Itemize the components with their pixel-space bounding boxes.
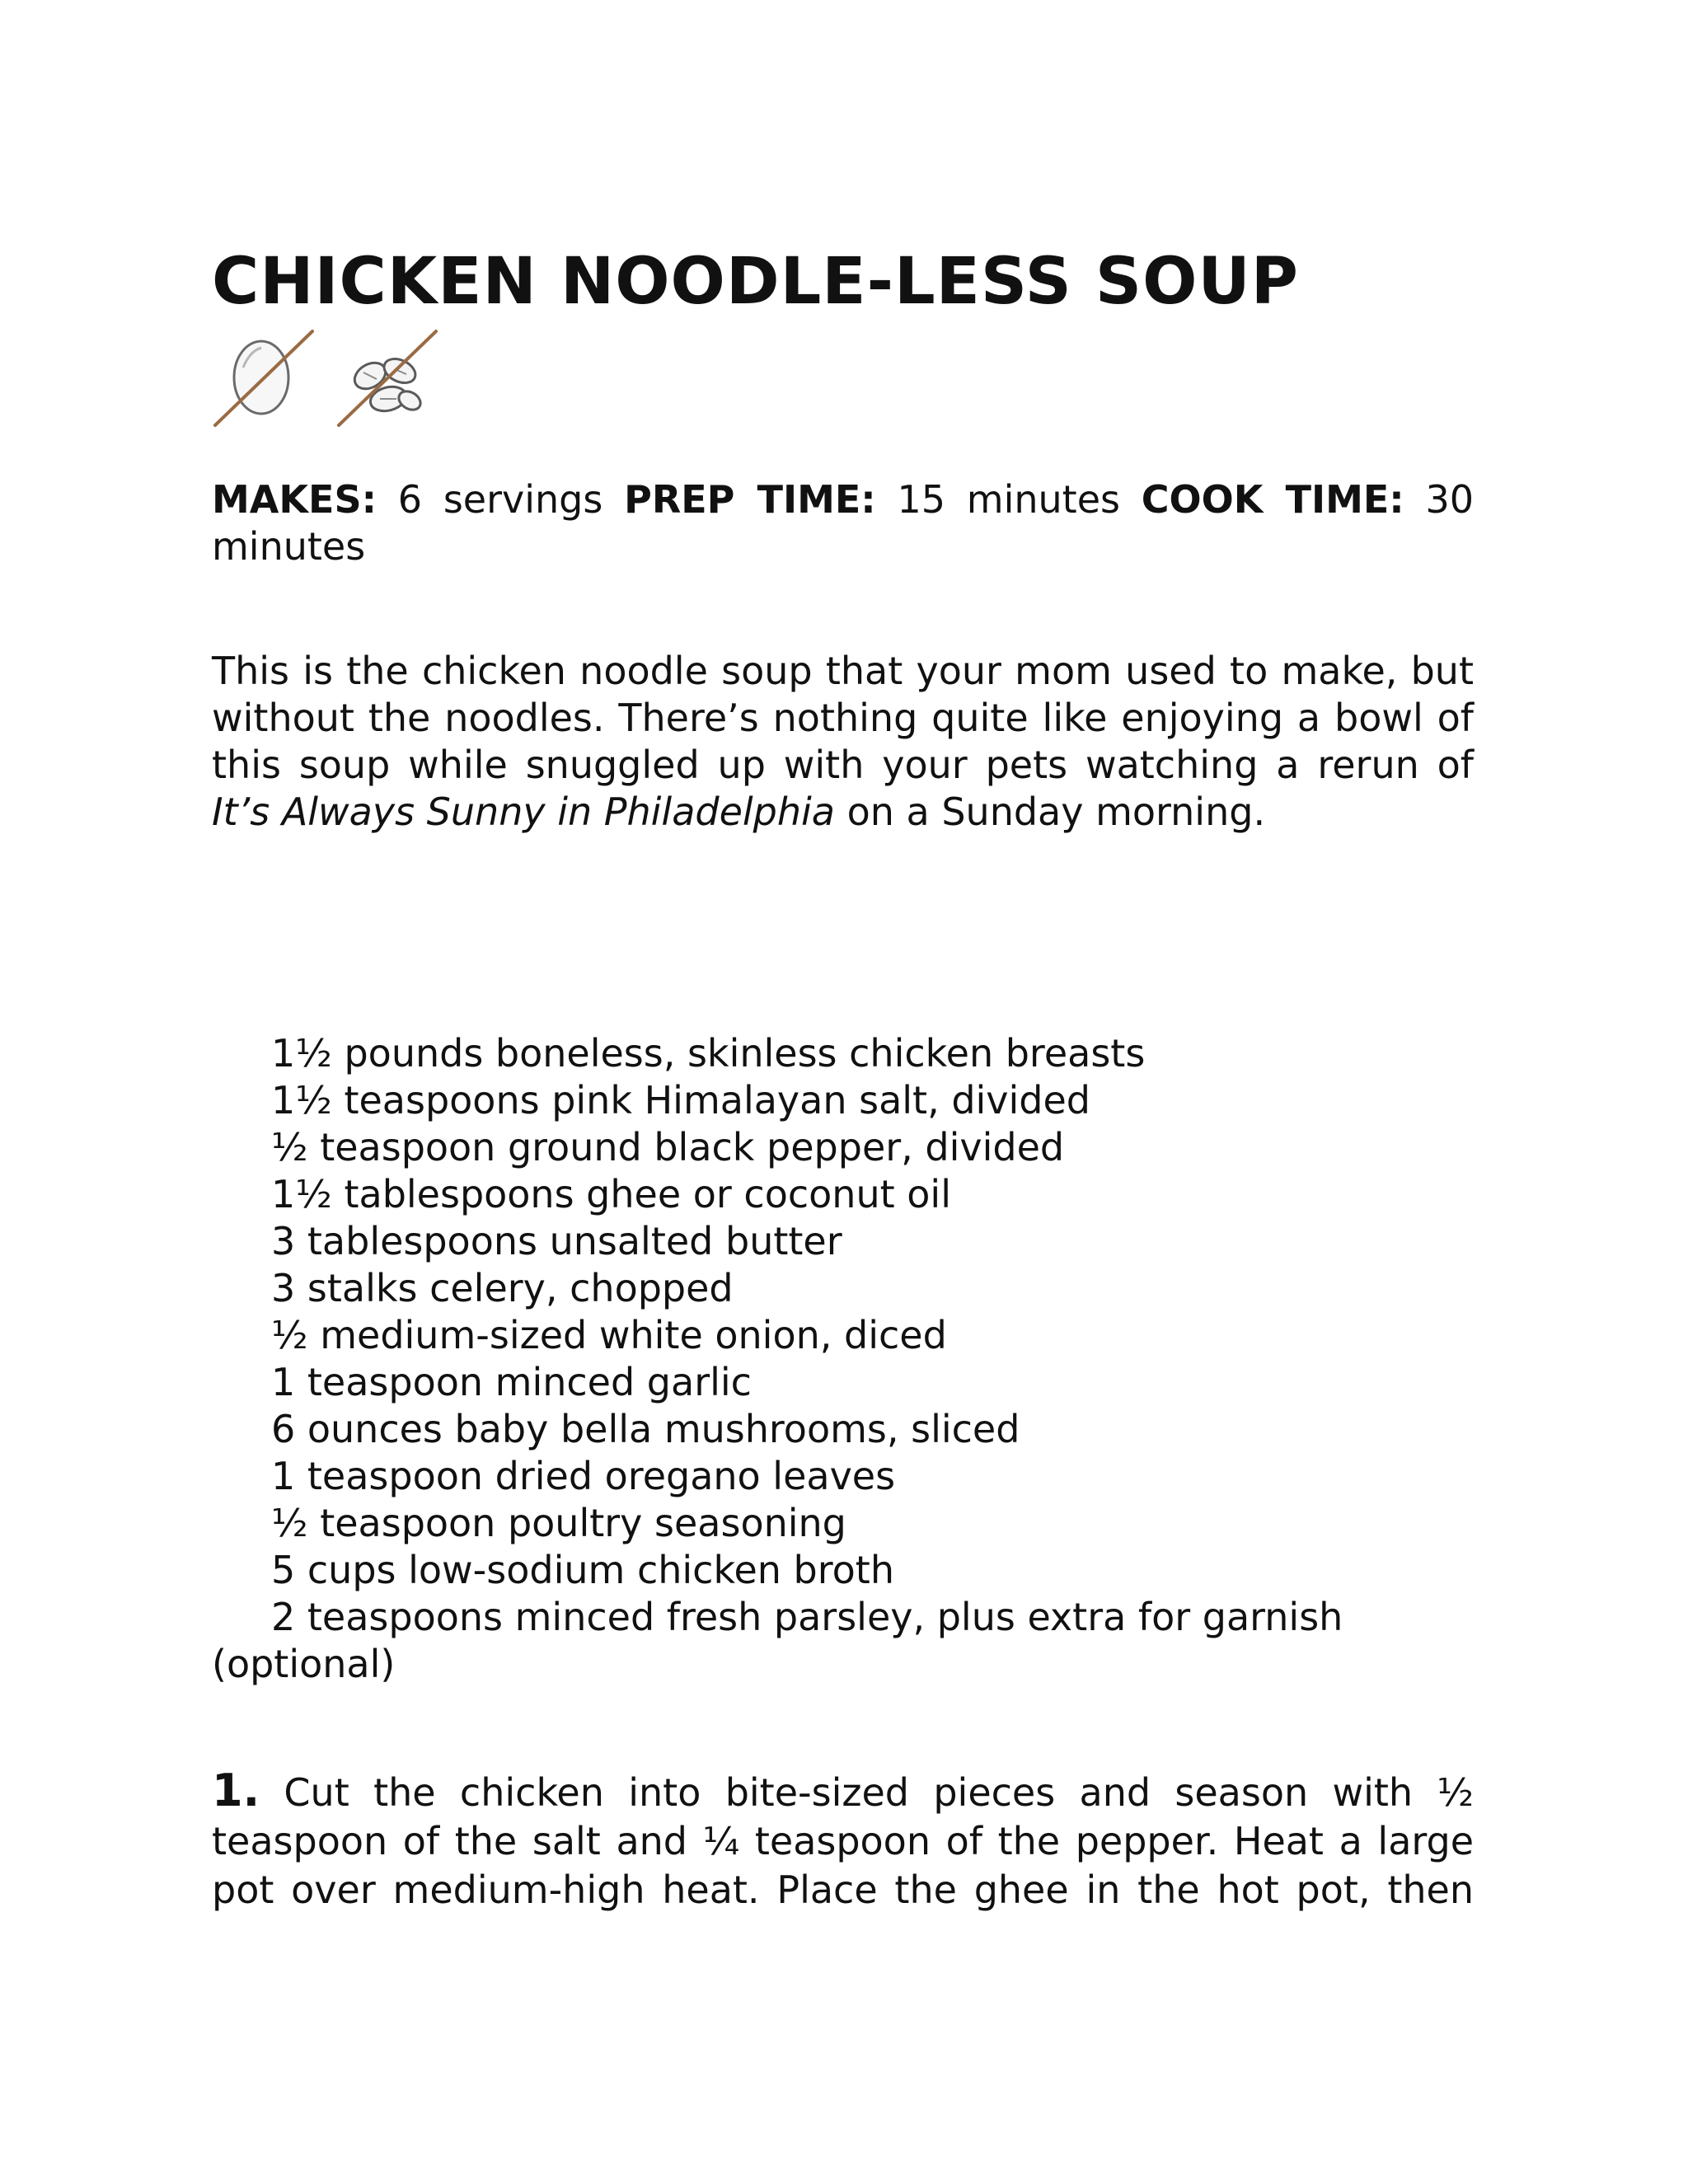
intro-text: This is the chicken noodle soup that your mom used to make, but without the noodles. There’s nothing quite like enjoying a bowl of this soup while snuggled up with your pets watching a rerun of: [212, 649, 1474, 787]
ingredient-item: 2 teaspoons minced fresh parsley, plus extra for garnish (optional): [212, 1595, 1343, 1686]
makes-label: MAKES:: [212, 477, 377, 522]
ingredient-item: 1½ pounds boneless, skinless chicken breasts: [271, 1031, 1146, 1076]
ingredient-item: 1 teaspoon minced garlic: [271, 1360, 752, 1404]
recipe-intro: [212, 648, 1474, 836]
ingredient-item: ½ teaspoon poultry seasoning: [271, 1501, 846, 1545]
nut-free-icon: [334, 328, 441, 431]
ingredient-item: 3 tablespoons unsalted butter: [271, 1219, 842, 1263]
prep-time-value: 15 minutes: [875, 477, 1142, 522]
step-number: 1.: [212, 1765, 260, 1816]
ingredient-item: ½ teaspoon ground black pepper, divided: [271, 1125, 1065, 1169]
recipe-meta: [212, 476, 1474, 570]
ingredient-item: 1 teaspoon dried oregano leaves: [271, 1454, 896, 1498]
ingredients-list: [212, 1030, 1474, 1688]
ingredient-item: 6 ounces baby bella mushrooms, sliced: [271, 1407, 1020, 1451]
cook-time-label: COOK TIME:: [1141, 477, 1404, 522]
ingredient-item: 5 cups low-sodium chicken broth: [271, 1548, 894, 1592]
recipe-step: [212, 1766, 1474, 1915]
ingredient-item: 1½ tablespoons ghee or coconut oil: [271, 1172, 951, 1216]
ingredient-item: ½ medium-sized white onion, diced: [271, 1313, 947, 1357]
intro-text-end: on a Sunday morning.: [835, 790, 1266, 834]
recipe-title: CHICKEN NOODLE-LESS SOUP: [212, 245, 1299, 319]
cook-time-value: 30 minutes: [212, 477, 1474, 569]
step-text: Cut the chicken into bite-sized pieces and season with ½ teaspoon of the salt and ¼ teaspoon of the pepper. Heat a large pot over medium-high heat. Place the ghee in the hot pot, then: [212, 1770, 1474, 1912]
diet-icons: [210, 328, 457, 431]
prep-time-label: PREP TIME:: [624, 477, 876, 522]
egg-free-icon: [210, 328, 317, 431]
makes-value: 6 servings: [376, 477, 625, 522]
ingredient-item: 1½ teaspoons pink Himalayan salt, divided: [271, 1078, 1091, 1122]
intro-show-title: It’s Always Sunny in Philadelphia: [212, 790, 835, 834]
ingredient-item: 3 stalks celery, chopped: [271, 1266, 734, 1310]
